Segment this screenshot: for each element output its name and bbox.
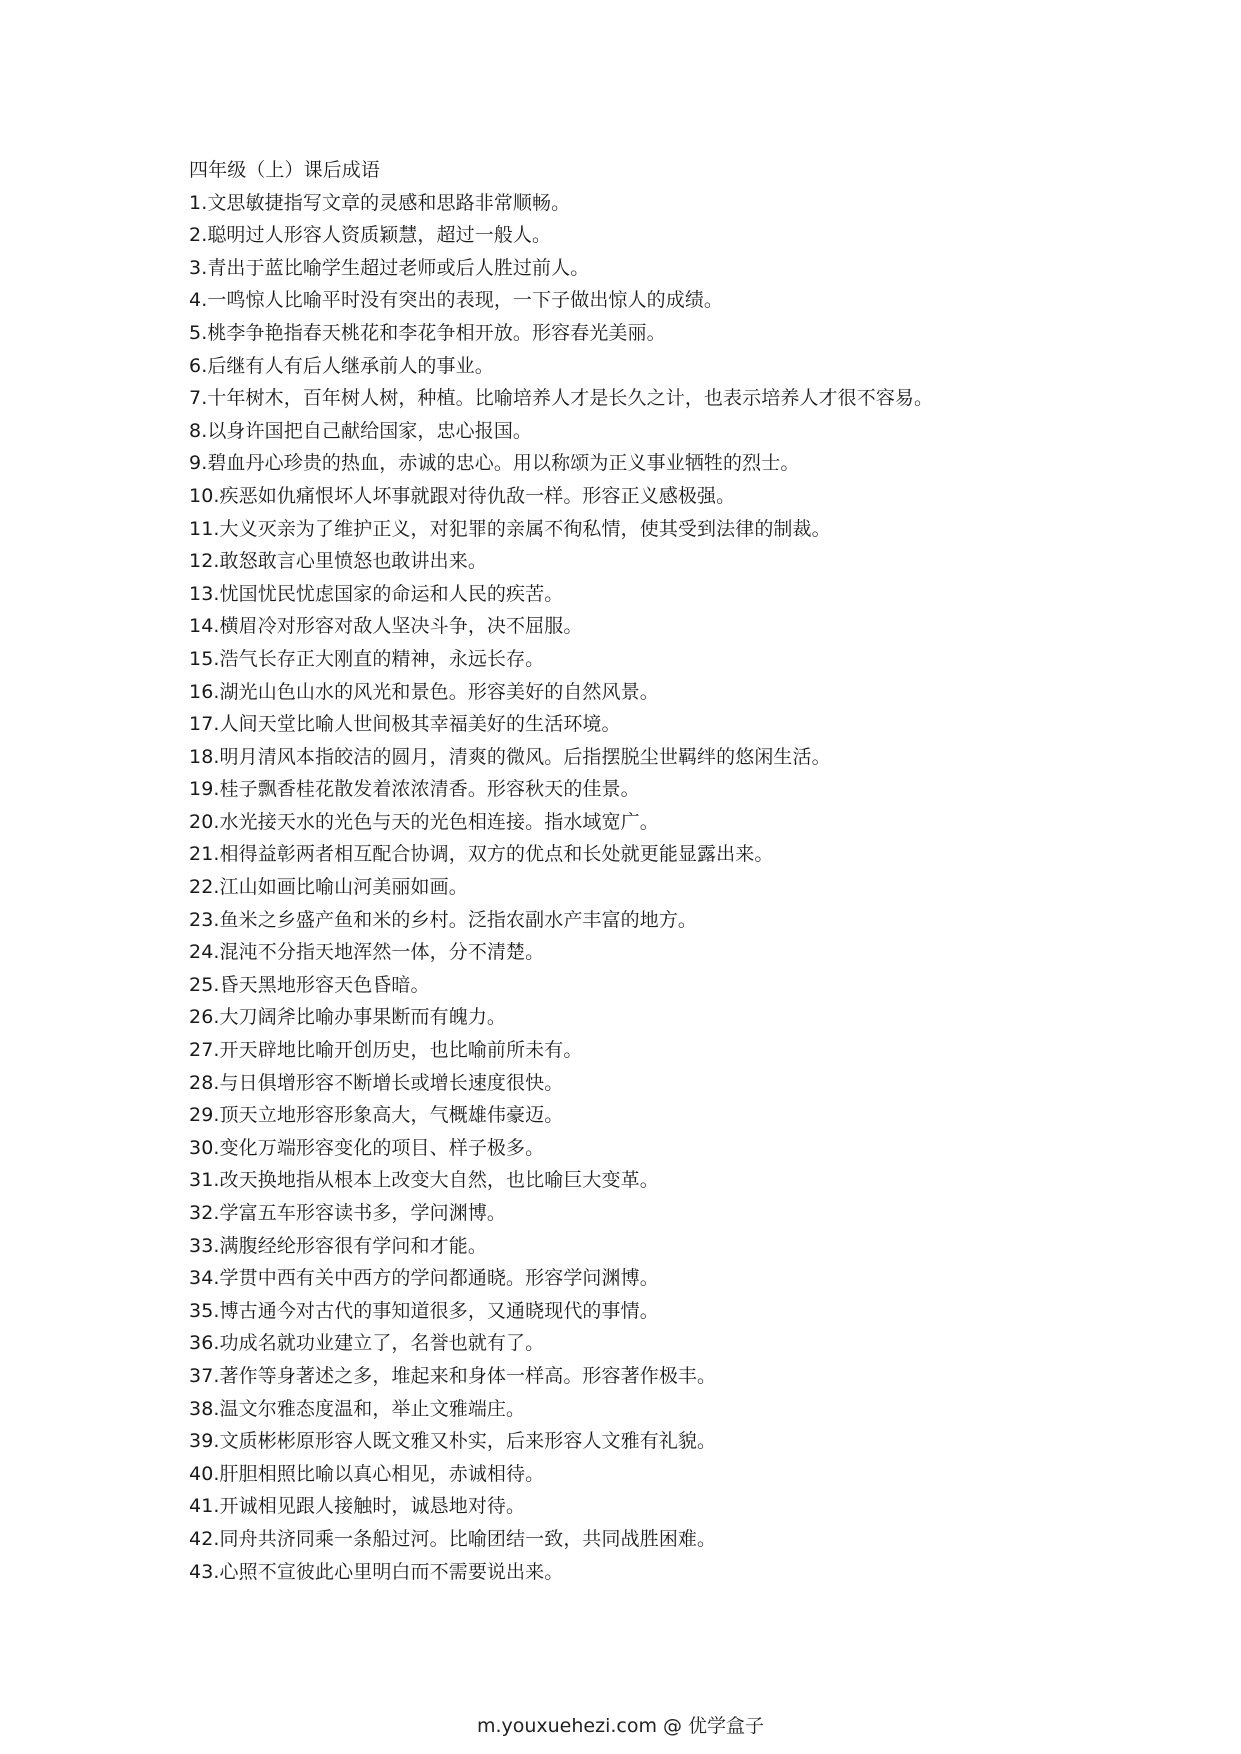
footer-watermark-text: m.youxuehezi.com @ 优学盒子	[476, 1715, 765, 1737]
idiom-item-43: 43.心照不宣彼此心里明白而不需要说出来。	[189, 1560, 564, 1583]
idiom-item-2: 2.聪明过人形容人资质颖慧，超过一般人。	[189, 224, 552, 247]
idiom-item-34: 34.学贯中西有关中西方的学问都通晓。形容学问渊博。	[189, 1267, 659, 1290]
idiom-item-39: 39.文质彬彬原形容人既文雅又朴实，后来形容人文雅有礼貌。	[189, 1430, 717, 1453]
idiom-item-6: 6.后继有人有后人继承前人的事业。	[189, 354, 494, 377]
idiom-item-7: 7.十年树木，百年树人树，种植。比喻培养人才是长久之计，也表示培养人才很不容易。	[189, 387, 934, 410]
idiom-item-29: 29.顶天立地形容形象高大，气概雄伟豪迈。	[189, 1104, 564, 1127]
idiom-item-40: 40.肝胆相照比喻以真心相见，赤诚相待。	[189, 1462, 545, 1485]
idiom-item-5: 5.桃李争艳指春天桃花和李花争相开放。形容春光美丽。	[189, 321, 666, 344]
idiom-list	[189, 187, 1089, 1589]
idiom-item-15: 15.浩气长存正大刚直的精神，永远长存。	[189, 647, 545, 670]
idiom-item-25: 25.昏天黑地形容天色昏暗。	[189, 973, 430, 996]
idiom-item-1: 1.文思敏捷指写文章的灵感和思路非常顺畅。	[189, 191, 571, 214]
idiom-item-42: 42.同舟共济同乘一条船过河。比喻团结一致，共同战胜困难。	[189, 1527, 717, 1550]
idiom-item-10: 10.疾恶如仇痛恨坏人坏事就跟对待仇敌一样。形容正义感极强。	[189, 484, 736, 507]
idiom-item-24: 24.混沌不分指天地浑然一体，分不清楚。	[189, 941, 545, 964]
idiom-item-30: 30.变化万端形容变化的项目、样子极多。	[189, 1136, 545, 1159]
idiom-item-19: 19.桂子飘香桂花散发着浓浓清香。形容秋天的佳景。	[189, 778, 640, 801]
idiom-item-12: 12.敢怒敢言心里愤怒也敢讲出来。	[189, 550, 487, 573]
idiom-item-32: 32.学富五车形容读书多，学问渊博。	[189, 1202, 507, 1224]
idiom-item-13: 13.忧国忧民忧虑国家的命运和人民的疾苦。	[189, 582, 564, 605]
idiom-item-20: 20.水光接天水的光色与天的光色相连接。指水域宽广。	[189, 810, 659, 833]
idiom-item-16: 16.湖光山色山水的风光和景色。形容美好的自然风景。	[189, 680, 659, 703]
idiom-item-31: 31.改天换地指从根本上改变大自然，也比喻巨大变革。	[189, 1169, 659, 1192]
idiom-item-38: 38.温文尔雅态度温和，举止文雅端庄。	[189, 1397, 526, 1420]
idiom-item-41: 41.开诚相见跟人接触时，诚恳地对待。	[189, 1495, 526, 1518]
idiom-item-8: 8.以身许国把自己献给国家，忠心报国。	[189, 419, 533, 442]
idiom-item-17: 17.人间天堂比喻人世间极其幸福美好的生活环境。	[189, 713, 621, 736]
idiom-item-21: 21.相得益彰两者相互配合协调，双方的优点和长处就更能显露出来。	[189, 843, 774, 866]
idiom-item-28: 28.与日俱增形容不断增长或增长速度很快。	[189, 1071, 564, 1094]
idiom-item-11: 11.大义灭亲为了维护正义，对犯罪的亲属不徇私情，使其受到法律的制裁。	[189, 517, 831, 540]
idiom-item-3: 3.青出于蓝比喻学生超过老师或后人胜过前人。	[189, 256, 590, 279]
idiom-item-14: 14.横眉冷对形容对敌人坚决斗争，决不屈服。	[189, 615, 583, 638]
idiom-item-36: 36.功成名就功业建立了，名誉也就有了。	[189, 1332, 545, 1355]
document-title: 四年级（上）课后成语	[189, 159, 381, 181]
idiom-item-37: 37.著作等身著述之多，堆起来和身体一样高。形容著作极丰。	[189, 1364, 717, 1387]
idiom-item-27: 27.开天辟地比喻开创历史，也比喻前所未有。	[189, 1039, 583, 1062]
idiom-item-23: 23.鱼米之乡盛产鱼和米的乡村。泛指农副水产丰富的地方。	[189, 908, 698, 931]
idiom-item-9: 9.碧血丹心珍贵的热血，赤诚的忠心。用以称颂为正义事业牺牲的烈士。	[189, 452, 800, 475]
idiom-item-18: 18.明月清风本指皎洁的圆月，清爽的微风。后指摆脱尘世羁绊的悠闲生活。	[189, 745, 831, 768]
idiom-item-22: 22.江山如画比喻山河美丽如画。	[189, 876, 468, 899]
document-content	[189, 154, 1089, 1588]
idiom-item-26: 26.大刀阔斧比喻办事果断而有魄力。	[189, 1006, 507, 1029]
idiom-item-4: 4.一鸣惊人比喻平时没有突出的表现，一下子做出惊人的成绩。	[189, 289, 724, 312]
idiom-item-35: 35.博古通今对古代的事知道很多，又通晓现代的事情。	[189, 1299, 659, 1322]
idiom-item-33: 33.满腹经纶形容很有学问和才能。	[189, 1234, 487, 1257]
